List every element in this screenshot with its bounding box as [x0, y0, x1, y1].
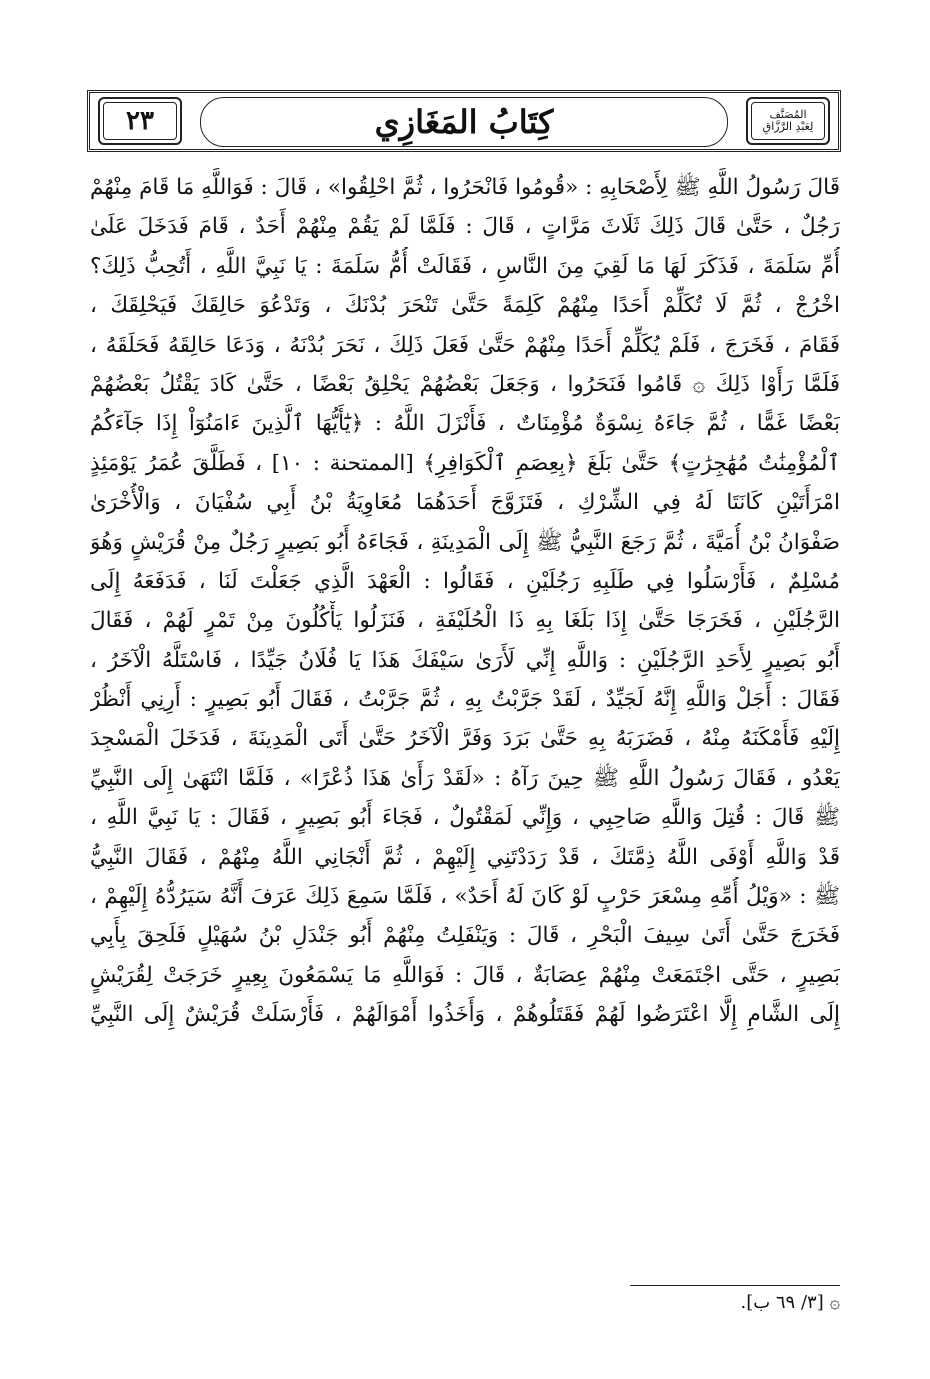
title-frame [200, 97, 728, 147]
page-number: ٢٣ [126, 106, 154, 136]
text-line: امْرَأَتَيْنِ كَانَتَا لَهُ فِي الشِّرْكِ ، فَتَزَوَّجَ أَحَدَهُمَا مُعَاوِيَةُ بْنُ أَبِي سُفْيَانَ ، وَالْأُخْرَىٰ [90, 490, 840, 516]
text-line: الرَّجُلَيْنِ ، فَخَرَجَا حَتَّىٰ إِذَا بَلَغَا بِهِ ذَا الْحُلَيْفَةِ ، فَنَزَلُوا يَأْكُلُونَ مِنْ تَمْرٍ لَهُمْ ، فَقَالَ [90, 608, 840, 634]
text-line: فَقَالَ : أَجَلْ وَاللَّهِ إِنَّهُ لَجَيِّدٌ ، لَقَدْ جَرَّبْتُ بِهِ ، ثُمَّ جَرَّبْتُ ، فَقَالَ أَبُو بَصِيرٍ : أَرِنِي أَنْظُرْ [90, 687, 840, 713]
text-line: ﷺ : «وَيْلُ أُمِّهِ مِسْعَرَ حَرْبٍ لَوْ كَانَ لَهُ أَحَدٌ» ، فَلَمَّا سَمِعَ ذَلِكَ عَرَفَ أَنَّهُ سَيَرُدُّهُ إِلَيْهِمْ ، [90, 884, 840, 910]
page-header [87, 90, 841, 152]
text-line: فَقَامَ ، فَخَرَجَ ، فَلَمْ يُكَلِّمْ أَحَدًا مِنْهُمْ حَتَّىٰ فَعَلَ ذَلِكَ ، نَحَرَ بُدْنَهُ ، وَدَعَا حَالِقَهُ فَحَلَقَهُ ، [90, 332, 840, 358]
text-line: صَفْوَانُ بْنُ أُمَيَّةَ ، ثُمَّ رَجَعَ النَّبِيُّ ﷺ إِلَى الْمَدِينَةِ ، فَجَاءَهُ أَبُو بَصِيرٍ رَجُلٌ مِنْ قُرَيْشٍ وَهُوَ [90, 529, 840, 555]
text-line: أَبُو بَصِيرٍ لِأَحَدِ الرَّجُلَيْنِ : وَاللَّهِ إِنِّي لَأَرَىٰ سَيْفَكَ هَذَا يَا فُلَانُ جَيِّدًا ، فَاسْتَلَّهُ الْآخَرُ ، [90, 647, 840, 673]
text-line: أُمِّ سَلَمَةَ ، فَذَكَرَ لَهَا مَا لَقِيَ مِنَ النَّاسِ ، فَقَالَتْ أُمُّ سَلَمَةَ : يَا نَبِيَّ اللَّهِ ، أَتُحِبُّ ذَلِكَ؟ [90, 253, 840, 279]
text-line: مُسْلِمٌ ، فَأَرْسَلُوا فِي طَلَبِهِ رَجُلَيْنِ ، فَقَالُوا : الْعَهْدَ الَّذِي جَعَلْتَ لَنَا ، فَدَفَعَهُ إِلَى [90, 568, 840, 594]
book-seal [763, 109, 814, 133]
footnote: ۞ [٣/ ٦٩ ب]. [740, 1292, 840, 1313]
text-line: إِلَيْهِ فَأَمْكَنَهُ مِنْهُ ، فَضَرَبَهُ بِهِ حَتَّىٰ بَرَدَ وَفَرَّ الْآخَرُ حَتَّىٰ أَتَى الْمَدِينَةَ ، فَدَخَلَ الْمَسْجِدَ [90, 726, 840, 752]
text-line: يَعْدُو ، فَقَالَ رَسُولُ اللَّهِ ﷺ حِينَ رَآهُ : «لَقَدْ رَأَىٰ هَذَا ذُعْرًا» ، فَلَمَّا انْتَهَىٰ إِلَى النَّبِيِّ [90, 765, 840, 791]
text-line: قَدْ وَاللَّهِ أَوْفَى اللَّهُ ذِمَّتَكَ ، قَدْ رَدَدْتَنِي إِلَيْهِمْ ، ثُمَّ أَنْجَانِي اللَّهُ مِنْهُمْ ، فَقَالَ النَّبِيُّ [90, 844, 840, 870]
text-line: بَصِيرٍ ، حَتَّى اجْتَمَعَتْ مِنْهُمْ عِصَابَةٌ ، قَالَ : فَوَاللَّهِ مَا يَسْمَعُونَ بِعِيرٍ خَرَجَتْ لِقُرَيْشٍ [90, 962, 840, 988]
text-line: ٱلْمُؤْمِنَٰتُ مُهَٰجِرَٰتٍ﴾ حَتَّىٰ بَلَغَ ﴿بِعِصَمِ ٱلْكَوَافِرِ﴾ [الممتحنة : ١٠] ، فَطَلَّقَ عُمَرُ يَوْمَئِذٍ [90, 450, 840, 476]
book-seal-ornament [746, 97, 830, 145]
page-number-ornament [98, 97, 182, 145]
text-line: ﷺ قَالَ : قُتِلَ وَاللَّهِ صَاحِبِي ، وَإِنِّي لَمَقْتُولٌ ، فَجَاءَ أَبُو بَصِيرٍ ، فَقَالَ : يَا نَبِيَّ اللَّهِ ، [90, 805, 840, 831]
seal-line: المُصَنَّف [769, 108, 807, 121]
footnote-separator [630, 1285, 840, 1286]
text-line: فَلَمَّا رَأَوْا ذَلِكَ ۞ قَامُوا فَنَحَرُوا ، وَجَعَلَ بَعْضُهُمْ يَحْلِقُ بَعْضًا ، حَتَّىٰ كَادَ يَقْتُلُ بَعْضُهُمْ [90, 371, 840, 397]
text-line: رَجُلٌ ، حَتَّىٰ قَالَ ذَلِكَ ثَلَاثَ مَرَّاتٍ ، قَالَ : فَلَمَّا لَمْ يَقُمْ مِنْهُمْ أَحَدٌ ، قَامَ فَدَخَلَ عَلَىٰ [90, 214, 840, 240]
text-line: اخْرُجْ ، ثُمَّ لَا تُكَلِّمْ أَحَدًا مِنْهُمْ كَلِمَةً حَتَّىٰ تَنْحَرَ بُدْنَكَ ، وَتَدْعُوَ حَالِقَكَ فَيَحْلِقَكَ ، [90, 293, 840, 319]
text-line: فَخَرَجَ حَتَّىٰ أَتَىٰ سِيفَ الْبَحْرِ ، قَالَ : وَيَنْفَلِتُ مِنْهُمْ أَبُو جَنْدَلِ بْنُ سُهَيْلٍ فَلَحِقَ بِأَبِي [90, 923, 840, 949]
seal-line: لِعَبْدِ الرَّزَّاقِ [762, 120, 814, 133]
text-body [90, 168, 840, 1035]
text-line: إِلَى الشَّامِ إِلَّا اعْتَرَضُوا لَهُمْ فَقَتَلُوهُمْ ، وَأَخَذُوا أَمْوَالَهُمْ ، فَأَرْسَلَتْ قُرَيْشٌ إِلَى النَّبِيِّ [90, 1002, 840, 1028]
page-title: كِتَابُ المَغَازِي [374, 103, 554, 141]
text-line: بَعْضًا غَمًّا ، ثُمَّ جَاءَهُ نِسْوَةٌ مُؤْمِنَاتٌ ، فَأَنْزَلَ اللَّهُ : ﴿يَٰٓأَيُّهَا ٱلَّذِينَ ءَامَنُوٓاْ إِذَا جَآءَكُمُ [90, 411, 840, 437]
text-line: قَالَ رَسُولُ اللَّهِ ﷺ لِأَصْحَابِهِ : «قُومُوا فَانْحَرُوا ، ثُمَّ احْلِقُوا» ، قَالَ : فَوَاللَّهِ مَا قَامَ مِنْهُمْ [90, 175, 840, 200]
